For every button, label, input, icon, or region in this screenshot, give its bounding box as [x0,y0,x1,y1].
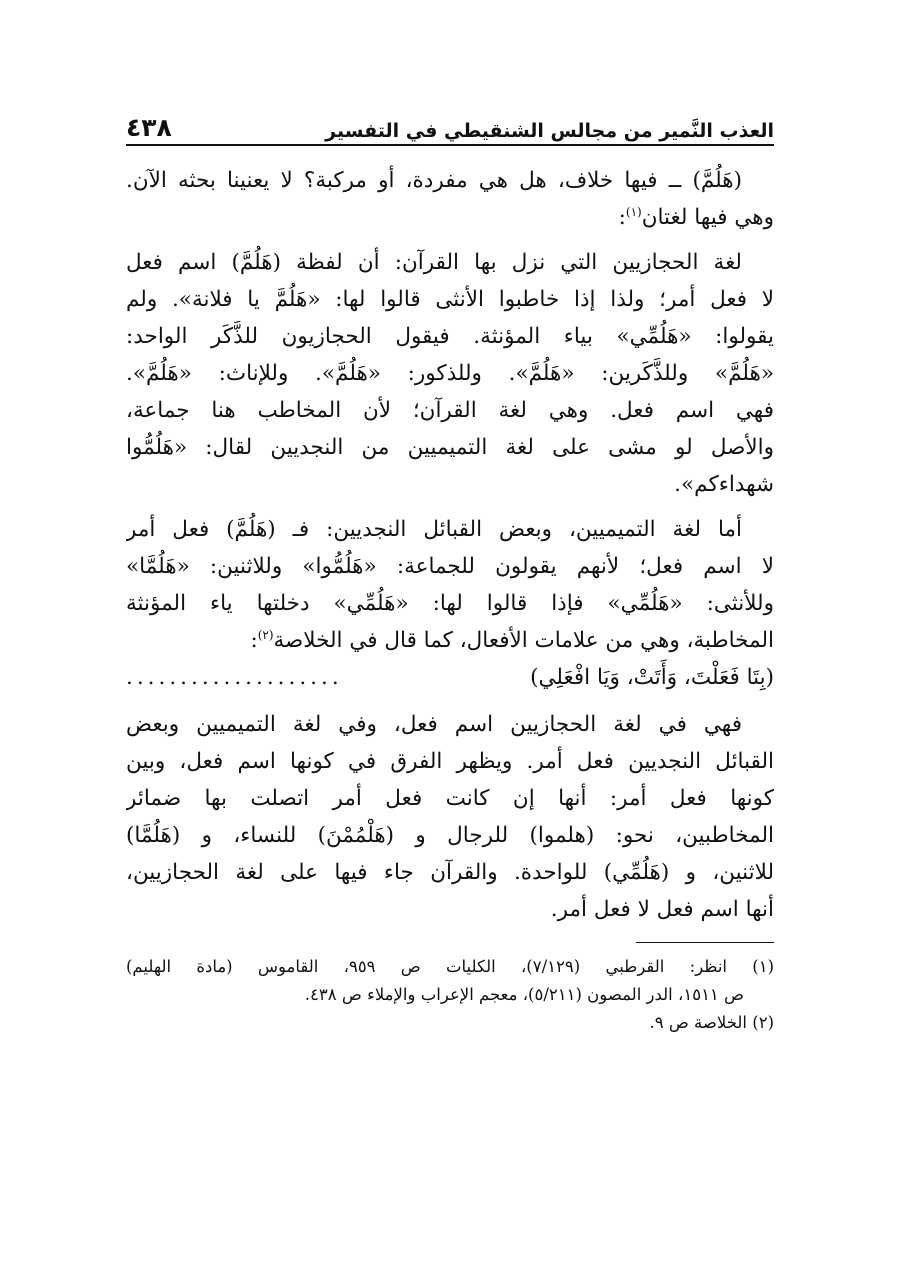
paragraph-4-line-2: القبائل النجديين فعل أمر. ويظهر الفرق في كونها اسم فعل، وبين [126,749,774,774]
paragraph-3-line-2: لا اسم فعل؛ لأنهم يقولون للجماعة: «هَلُمُّوا» وللاثنين: «هَلُمَّا» [126,554,774,579]
paragraph-2-line-4: «هَلُمَّ» وللذَّكَرين: «هَلُمَّ». وللذكور: «هَلُمَّ». وللإناث: «هَلُمَّ». [126,361,774,386]
footnote-1-line-1: (١) انظر: القرطبي (٧/١٢٩)، الكليات ص ٩٥٩، القاموس (مادة الهليم) [126,957,774,976]
verse-ellipsis: .................... [126,665,343,690]
paragraph-2-line-1: لغة الحجازيين التي نزل بها القرآن: أن لفظة (هَلُمَّ) اسم فعل [126,250,742,275]
paragraph-3-line-1: أما لغة التميميين، وبعض القبائل النجديين: فـ (هَلُمَّ) فعل أمر [126,517,742,542]
footnote-1-line-2: ص ١٥١١، الدر المصون (٥/٢١١)، معجم الإعراب والإملاء ص ٤٣٨. [304,985,744,1004]
paragraph-2-line-7: شهداءكم». [674,472,774,497]
paragraph-4-line-5: للاثنين، و (هَلُمِّي) للواحدة. والقرآن جاء فيها على لغة الحجازيين، [126,860,774,885]
body-text [126,162,774,928]
paragraph-2-line-3: يقولوا: «هَلُمِّي» بياء المؤنثة. فيقول الحجازيون للذَّكَر الواحد: [126,324,774,349]
footnotes [126,942,774,1037]
paragraph-2-line-6: والأصل لو مشى على لغة التميميين من النجديين لقال: «هَلُمُّوا [126,435,774,460]
verse-text: (بِتَا فَعَلْتَ، وَأَتَتْ، وَيَا افْعَلِي) [530,665,774,690]
paragraph-4-line-1: فهي في لغة الحجازيين اسم فعل، وفي لغة التميميين وبعض [126,712,742,737]
paragraph-1-colon: : [618,205,626,230]
running-title: العذب النَّمير من مجالس الشنقيطي في التفسير [325,120,774,142]
footnote-ref-2[interactable]: (٢) [257,627,274,642]
paragraph-3-colon: : [250,628,258,653]
page-header [126,108,774,146]
paragraph-3-line-3: وللأنثى: «هَلُمِّي» فإذا قالوا لها: «هَلُمِّي» دخلتها ياء المؤنثة [126,591,774,616]
paragraph-1-line-2-text: وهي فيها لغتان [641,205,774,230]
paragraph-3-line-4 [126,622,774,659]
paragraph-2-line-2: لا فعل أمر؛ ولذا إذا خاطبوا الأنثى قالوا لها: «هَلُمَّ يا فلانة». ولم [126,287,774,312]
paragraph-2-line-5: فهي اسم فعل. وهي لغة القرآن؛ لأن المخاطب هنا جماعة، [126,398,774,423]
paragraph-4-line-6: أنها اسم فعل لا فعل أمر. [550,897,774,922]
footnote-ref-1[interactable]: (١) [625,204,642,219]
paragraph-4-line-4: المخاطبين، نحو: (هلموا) للرجال و (هَلْمُمْنَ) للنساء، و (هَلُمَّا) [126,823,774,848]
verse-line [126,659,774,696]
book-page [126,108,774,1037]
footnote-separator [636,942,774,943]
paragraph-1-line-2 [126,199,774,236]
paragraph-4-line-3: كونها فعل أمر: أنها إن كانت فعل أمر اتصلت بها ضمائر [126,786,774,811]
page-number: ٤٣٨ [126,113,172,142]
paragraph-3-line-4-text: المخاطبة، وهي من علامات الأفعال، كما قال في الخلاصة [273,628,774,653]
paragraph-1-line-1: (هَلُمَّ) ــ فيها خلاف، هل هي مفردة، أو مركبة؟ لا يعنينا بحثه الآن. [126,168,742,193]
footnote-2: (٢) الخلاصة ص ٩. [649,1013,774,1032]
